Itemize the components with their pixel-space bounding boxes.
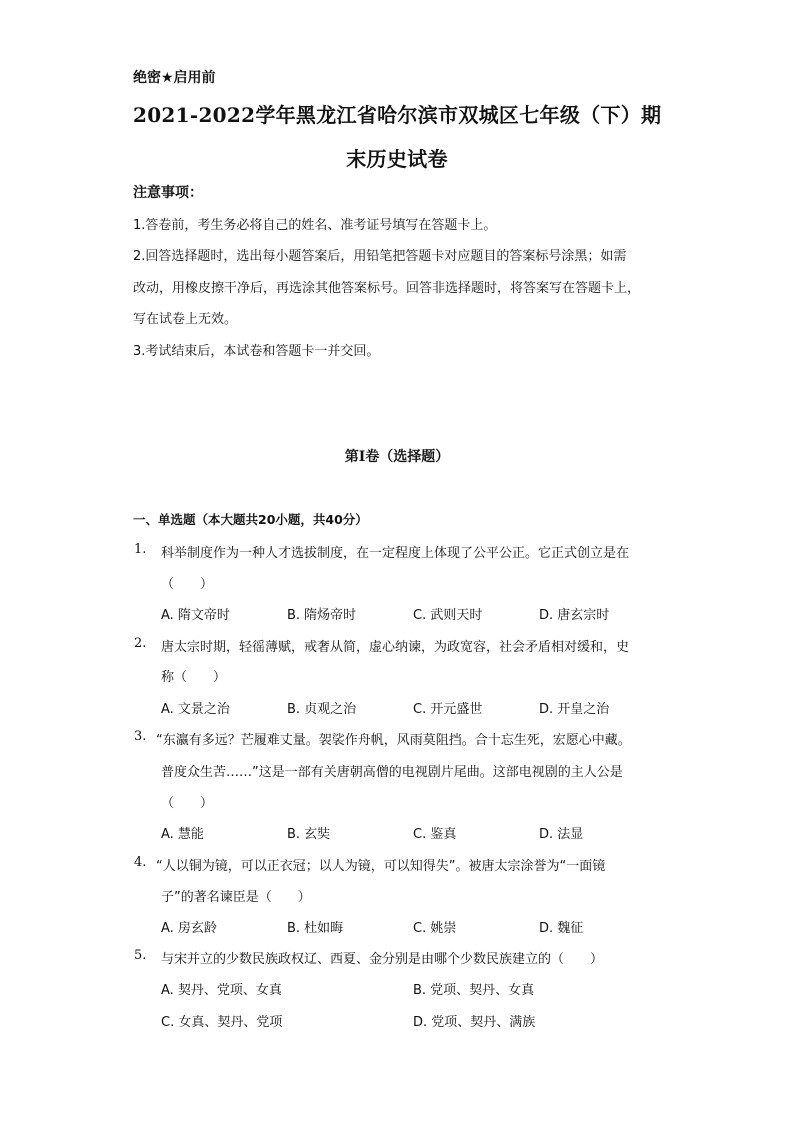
notice-line: 1.答卷前，考生务必将自己的姓名、准考证号填写在答题卡上。: [133, 218, 497, 233]
question-text: （ ）: [161, 796, 214, 811]
option-d: D. 唐玄宗时: [539, 608, 610, 623]
question-text: （ ）: [161, 577, 214, 592]
option-d: D. 开皇之治: [539, 702, 610, 717]
question-text: 普度众生苦……”这是一部有关唐朝高僧的电视剧片尾曲。这部电视剧的主人公是: [161, 765, 623, 780]
notice-heading: 注意事项：: [133, 185, 203, 201]
question-text: 子”的著名谏臣是（ ）: [161, 890, 311, 905]
notice-line: 2.回答选择题时，选出每小题答案后，用铅笔把答题卡对应题目的答案标号涂黑；如需: [133, 249, 627, 264]
notice-line: 3.考试结束后，本试卷和答题卡一并交回。: [133, 344, 380, 359]
exam-title-line-2: 末历史试卷: [346, 147, 448, 171]
part-title: 第I卷（选择题）: [344, 449, 450, 465]
option-b: B. 玄奘: [287, 827, 331, 842]
option-d: D. 党项、契丹、满族: [413, 1015, 536, 1030]
option-b: B. 隋炀帝时: [287, 608, 357, 623]
secret-label: 绝密★启用前: [133, 70, 216, 86]
question-number: 5.: [134, 948, 147, 963]
option-c: C. 女真、契丹、党项: [161, 1015, 283, 1030]
option-b: B. 贞观之治: [287, 702, 357, 717]
option-d: D. 法显: [539, 827, 584, 842]
question-text: “人以铜为镜，可以正衣冠；以人为镜，可以知得失”。被唐太宗涂誉为“一面镜: [156, 859, 606, 874]
notice-line: 写在试卷上无效。: [133, 312, 238, 327]
question-text: 科举制度作为一种人才选拔制度，在一定程度上体现了公平公正。它正式创立是在: [161, 546, 630, 561]
notice-line: 改动，用橡皮擦干净后，再选涂其他答案标号。回答非选择题时，将答案写在答题卡上，: [133, 281, 641, 296]
question-number: 1.: [134, 542, 147, 557]
option-a: A. 文景之治: [161, 702, 230, 717]
question-number: 2.: [134, 636, 147, 651]
option-c: C. 鉴真: [413, 827, 457, 842]
option-a: A. 契丹、党项、女真: [161, 983, 282, 998]
question-text: “东瀛有多远？芒履难丈量。袈裟作舟帆，风雨莫阻挡。合十忘生死，宏愿心中藏。: [156, 733, 631, 748]
option-d: D. 魏征: [539, 921, 584, 936]
question-number: 3.: [134, 729, 147, 744]
option-c: C. 武则天时: [413, 608, 483, 623]
question-text: 与宋并立的少数民族政权辽、西夏、金分别是由哪个少数民族建立的（ ）: [161, 952, 604, 967]
exam-title-line-1: 2021-2022学年黑龙江省哈尔滨市双城区七年级（下）期: [133, 103, 662, 127]
question-text: 唐太宗时期，轻徭薄赋，戒奢从简，虚心纳谏，为政宽容，社会矛盾相对缓和，史: [161, 640, 630, 655]
option-c: C. 姚崇: [413, 921, 457, 936]
section-title: 一、单选题（本大题共20小题，共40分）: [133, 512, 368, 527]
question-number: 4.: [134, 855, 147, 870]
option-a: A. 房玄龄: [161, 921, 217, 936]
option-b: B. 杜如晦: [287, 921, 344, 936]
question-text: 称（ ）: [161, 670, 227, 685]
option-a: A. 隋文帝时: [161, 608, 230, 623]
option-c: C. 开元盛世: [413, 702, 483, 717]
option-a: A. 慧能: [161, 827, 204, 842]
option-b: B. 党项、契丹、女真: [413, 983, 535, 998]
